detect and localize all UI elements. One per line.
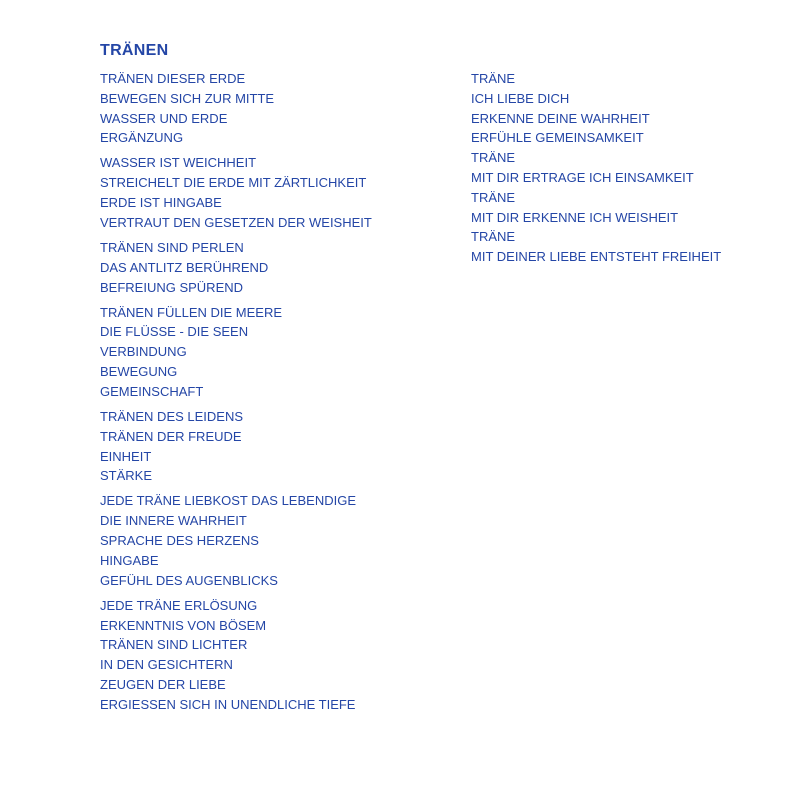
verse-line: GEMEINSCHAFT bbox=[100, 383, 204, 399]
verse-line: ERKENNE DEINE WAHRHEIT bbox=[471, 110, 650, 126]
verse-line: DAS ANTLITZ BERÜHREND bbox=[100, 259, 269, 275]
verse-line: VERBINDUNG bbox=[100, 344, 187, 360]
stanza bbox=[471, 69, 791, 267]
verse-line: TRÄNEN DES LEIDENS bbox=[100, 408, 244, 424]
poem-title: TRÄNEN bbox=[100, 42, 169, 59]
right-column bbox=[471, 69, 791, 272]
verse-line: DIE INNERE WAHRHEIT bbox=[100, 513, 247, 529]
verse-line: TRÄNEN FÜLLEN DIE MEERE bbox=[100, 304, 283, 320]
verse-line: VERTRAUT DEN GESETZEN DER WEISHEIT bbox=[100, 214, 372, 230]
verse-line: TRÄNEN SIND PERLEN bbox=[100, 239, 244, 255]
verse-line: ERFÜHLE GEMEINSAMKEIT bbox=[471, 130, 644, 146]
stanza bbox=[100, 491, 440, 590]
verse-line: TRÄNEN DIESER ERDE bbox=[100, 71, 246, 86]
verse-line: EINHEIT bbox=[100, 448, 152, 464]
verse-line: ERDE IST HINGABE bbox=[100, 195, 222, 211]
stanza bbox=[100, 596, 440, 715]
verse-line: JEDE TRÄNE ERLÖSUNG bbox=[100, 597, 258, 613]
verse-line: TRÄNE bbox=[471, 150, 516, 166]
verse-line: BEFREIUNG SPÜREND bbox=[100, 279, 244, 295]
stanza bbox=[100, 303, 440, 402]
verse-line: BEWEGUNG bbox=[100, 364, 178, 380]
verse-line: WASSER UND ERDE bbox=[100, 110, 228, 126]
verse-line: TRÄNEN DER FREUDE bbox=[100, 428, 242, 444]
stanza bbox=[100, 407, 440, 486]
verse-line: TRÄNE bbox=[471, 189, 516, 205]
verse-line: STÄRKE bbox=[100, 468, 153, 484]
stanza bbox=[100, 153, 440, 232]
verse-line: ZEUGEN DER LIEBE bbox=[100, 676, 226, 692]
verse-line: MIT DIR ERTRAGE ICH EINSAMKEIT bbox=[471, 169, 694, 185]
verse-line: HINGABE bbox=[100, 552, 159, 568]
verse-line: TRÄNE bbox=[471, 71, 516, 86]
stanza bbox=[100, 238, 440, 297]
verse-line: WASSER IST WEICHHEIT bbox=[100, 155, 257, 171]
verse-line: MIT DIR ERKENNE ICH WEISHEIT bbox=[471, 209, 679, 225]
verse-line: ERGÄNZUNG bbox=[100, 130, 184, 146]
verse-line: GEFÜHL DES AUGENBLICKS bbox=[100, 572, 278, 588]
verse-line: SPRACHE DES HERZENS bbox=[100, 533, 259, 549]
verse-line: ERKENNTNIS VON BÖSEM bbox=[100, 617, 267, 633]
verse-line: TRÄNEN SIND LICHTER bbox=[100, 637, 248, 653]
verse-line: BEWEGEN SICH ZUR MITTE bbox=[100, 90, 275, 106]
verse-line: DIE FLÜSSE - DIE SEEN bbox=[100, 324, 249, 340]
verse-line: ICH LIEBE DICH bbox=[471, 90, 570, 106]
verse-line: IN DEN GESICHTERN bbox=[100, 657, 233, 673]
verse-line: STREICHELT DIE ERDE MIT ZÄRTLICHKEIT bbox=[100, 175, 367, 191]
verse-line: MIT DEINER LIEBE ENTSTEHT FREIHEIT bbox=[471, 249, 722, 265]
verse-line: JEDE TRÄNE LIEBKOST DAS LEBENDIGE bbox=[100, 493, 356, 509]
left-column bbox=[100, 69, 440, 720]
stanza bbox=[100, 69, 440, 148]
verse-line: TRÄNE bbox=[471, 229, 516, 245]
verse-line: ERGIESSEN SICH IN UNENDLICHE TIEFE bbox=[100, 696, 356, 712]
